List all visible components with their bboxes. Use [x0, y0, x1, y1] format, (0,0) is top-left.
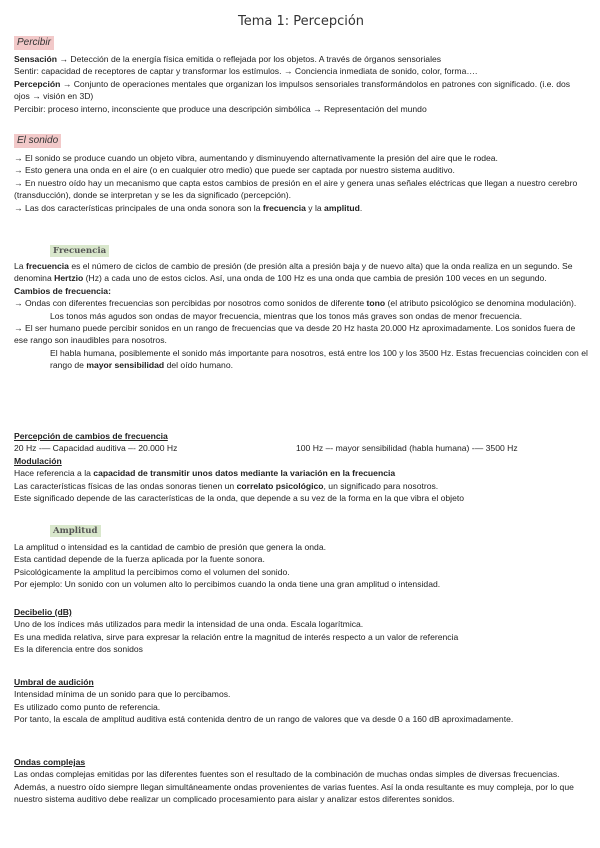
text-line: Es utilizado como punto de referencia.	[14, 701, 161, 712]
section-decibelio	[14, 606, 588, 656]
text-line: → El sonido se produce cuando un objeto vibra, aumentando y disminuyendo alternativamente la presión del aire que le rodea.	[14, 153, 498, 163]
text-line	[14, 103, 588, 115]
text-span: (el atributo psicológico se denomina modulación).	[385, 298, 577, 309]
text-span: Sentir: capacidad de receptores de captar y transformar los estímulos. → Conciencia inmediata de sonido, color, forma….	[14, 66, 478, 77]
term-percepcion: Percepción	[14, 78, 61, 89]
text-line: Este significado depende de las características de la onda, que depende a su vez de la forma en la que vibra el objeto	[14, 493, 465, 504]
heading-amplitud: Amplitud	[50, 525, 101, 537]
heading-modulacion: Modulación	[14, 455, 62, 466]
section-amplitud	[14, 524, 588, 537]
text-line	[14, 65, 588, 77]
text-line: → En nuestro oído hay un mecanismo que capta estos cambios de presión en el aire y genera unas señales eléctricas que llegan a nuestro cerebro (transducción), donde se interpretan y se les da significado (percepción).	[14, 177, 578, 201]
term-tono: tono	[366, 298, 386, 309]
text-line: Intensidad mínima de un sonido para que lo percibamos.	[14, 689, 231, 700]
text-span: → Detección de la energía física emitida o reflejada por los objetos. A través de órganos sensoriales	[57, 54, 442, 64]
heading-sonido: El sonido	[14, 134, 61, 148]
range-left: 20 Hz -— Capacidad auditiva –- 20.000 Hz	[14, 443, 178, 454]
text-line	[14, 297, 588, 309]
percibir-body	[14, 53, 588, 115]
term-frecuencia: frecuencia	[262, 202, 306, 213]
text-bold: capacidad de transmitir unos datos mediante la variación en la frecuencia	[93, 468, 396, 479]
sonido-body	[14, 152, 588, 214]
text-line	[14, 53, 588, 65]
section-ondas	[14, 756, 588, 806]
text-line: La amplitud o intensidad es la cantidad de cambio de presión que genera la onda.	[14, 542, 326, 552]
text-span: La	[14, 261, 26, 271]
heading-umbral: Umbral de audición	[14, 677, 94, 687]
section-umbral	[14, 676, 588, 726]
range-row	[14, 442, 588, 454]
text-span: Percibir: proceso interno, inconsciente que produce una descripción simbólica → Representación del mundo	[14, 103, 427, 114]
section-sonido	[14, 134, 588, 148]
text-line: → El ser humano puede percibir sonidos en un rango de frecuencias que va desde 20 Hz hasta 20.000 Hz aproximadamente. Los sonidos fuera de ese rango son inaudibles para nosotros.	[14, 323, 576, 346]
text-span: .	[359, 202, 363, 213]
text-line: Uno de los índices más utilizados para medir la intensidad de una onda. Escala logarítmica.	[14, 619, 364, 630]
section-percepcion-cambios	[14, 430, 588, 504]
heading-percibir: Percibir	[14, 36, 54, 50]
text-line	[14, 347, 588, 372]
text-line: Por ejemplo: Un sonido con un volumen alto lo percibimos cuando la onda tiene una gran amplitud o intensidad.	[14, 579, 441, 590]
text-span: El habla humana, posiblemente el sonido más importante para nosotros, está entre los 100 y los 3500 Hz. Estas frecuencias coinciden con el rango de	[50, 347, 588, 371]
text-span: (Hz) a cada uno de estos ciclos. Así, una onda de 100 Hz es una onda que cambia de presión 100 veces en un segundo.	[83, 273, 547, 284]
page-title: Tema 1: Percepción	[237, 14, 365, 29]
frecuencia-body	[14, 260, 588, 372]
text-line	[14, 202, 588, 214]
subheading-cambios	[14, 285, 588, 297]
heading-percepcion-cambios: Percepción de cambios de frecuencia	[14, 431, 168, 441]
text-span: y la	[305, 202, 325, 213]
heading-frecuencia: Frecuencia	[50, 245, 109, 257]
text-line: → Esto genera una onda en el aire (o en cualquier otro medio) que puede ser captada por nuestro sistema auditivo.	[14, 165, 455, 176]
text-line: Los tonos más agudos son ondas de mayor frecuencia, mientras que los tonos más graves son ondas de menor frecuencia.	[50, 310, 522, 321]
text-span: Las características físicas de las ondas sonoras tienen un	[14, 480, 237, 491]
text-span: es el número de ciclos de cambio de presión (de presión alta a presión baja y de nuevo alta) que la onda realiza en un segundo. Se denomina	[14, 261, 573, 284]
text-paragraph: Las ondas complejas emitidas por las diferentes fuentes son el resultado de la combinación de muchas ondas simples de diversas frecuencias. Además, a nuestro oído siempre llegan simultáneamente ondas provenientes de varias fuentes. Así la onda resultante es muy compleja, por lo que nuestro sistema auditivo debe realizar un complicado procesamiento para aislar y analizar estos diferentes sonidos.	[14, 769, 574, 805]
amplitud-body	[14, 541, 588, 591]
section-frecuencia	[14, 244, 588, 257]
text-line	[14, 78, 588, 103]
text-span: → Las dos características principales de una onda sonora son la	[14, 202, 263, 213]
section-percibir	[14, 36, 588, 50]
text-line	[14, 467, 588, 479]
range-right: 100 Hz –- mayor sensibilidad (habla humana) -— 3500 Hz	[296, 443, 518, 454]
heading-ondas: Ondas complejas	[14, 757, 86, 767]
text-span: del oído humano.	[164, 360, 233, 371]
text-line: Esta cantidad depende de la fuerza aplicada por la fuente sonora.	[14, 554, 265, 565]
text-span: → Conjunto de operaciones mentales que organizan los impulsos sensoriales transformándolos en patrones con significado. (i.e. dos ojos → visión en 3D)	[14, 78, 571, 102]
term-mayor-sensibilidad: mayor sensibilidad	[86, 360, 165, 371]
text-line: Es una medida relativa, sirve para expresar la relación entre la magnitud de interés respecto a un valor de referencia	[14, 631, 459, 642]
text-span: → Ondas con diferentes frecuencias son percibidas por nosotros como sonidos de diferente	[14, 298, 367, 309]
term-sensacion: Sensación	[14, 54, 57, 64]
text-line: Psicológicamente la amplitud la percibimos como el volumen del sonido.	[14, 566, 290, 577]
text-line: Es la diferencia entre dos sonidos	[14, 644, 143, 655]
text-span: Hace referencia a la	[14, 468, 94, 479]
text-span: , un significado para nosotros.	[323, 480, 439, 491]
text-line: Por tanto, la escala de amplitud auditiva está contenida dentro de un rango de valores que va desde 0 a 160 dB aproximadamente.	[14, 714, 514, 725]
text-line	[14, 260, 588, 285]
term-amplitud: amplitud	[324, 202, 360, 213]
term-frecuencia: frecuencia	[25, 261, 69, 271]
text-line	[14, 480, 588, 492]
text-span: Cambios de frecuencia:	[14, 285, 111, 296]
heading-decibelio: Decibelio (dB)	[14, 607, 72, 617]
term-correlato: correlato psicológico	[236, 480, 324, 491]
term-hertzio: Hertzio	[54, 273, 84, 284]
